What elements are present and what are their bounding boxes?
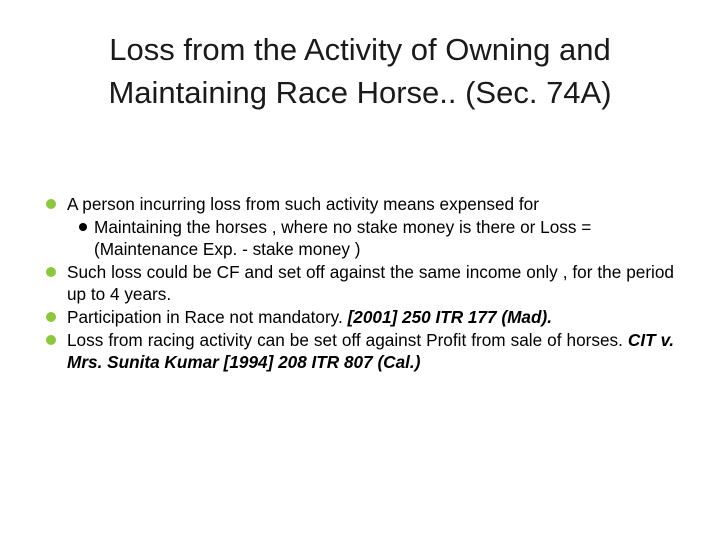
bullet-item-4 <box>46 329 674 374</box>
bullet-text: Loss from racing activity can be set off against Profit from sale of horses. <box>67 329 628 350</box>
slide-title <box>40 28 680 114</box>
bullet-text: Such loss could be CF and set off against the same income only , for the period up to 4 years. <box>67 261 674 305</box>
sub-bullet-text: Maintaining the horses , where no stake money is there or Loss = (Maintenance Exp. - stake money ) <box>94 216 592 260</box>
bullet-item-2 <box>46 261 674 306</box>
bullet-dot-icon <box>46 267 56 277</box>
bullet-dot-icon <box>46 335 56 345</box>
sub-bullet-item <box>46 216 674 261</box>
sub-bullet-dot-icon <box>79 223 87 231</box>
bullet-item-1 <box>46 193 674 216</box>
title-line-2: Maintaining Race Horse.. (Sec. 74A) <box>108 75 612 110</box>
title-line-1: Loss from the Activity of Owning and <box>109 32 611 67</box>
bullet-dot-icon <box>46 312 56 322</box>
case-citation: [2001] 250 ITR 177 (Mad). <box>347 306 552 327</box>
bullet-item-3 <box>46 306 674 329</box>
bullet-dot-icon <box>46 199 56 209</box>
case-citation: CIT v. Mrs. Sunita Kumar [1994] 208 ITR 807 (Cal.) <box>67 329 674 373</box>
bullet-text: A person incurring loss from such activity means expensed for <box>67 194 539 214</box>
bullet-text: Participation in Race not mandatory. <box>67 306 348 327</box>
bullet-list <box>46 193 674 374</box>
